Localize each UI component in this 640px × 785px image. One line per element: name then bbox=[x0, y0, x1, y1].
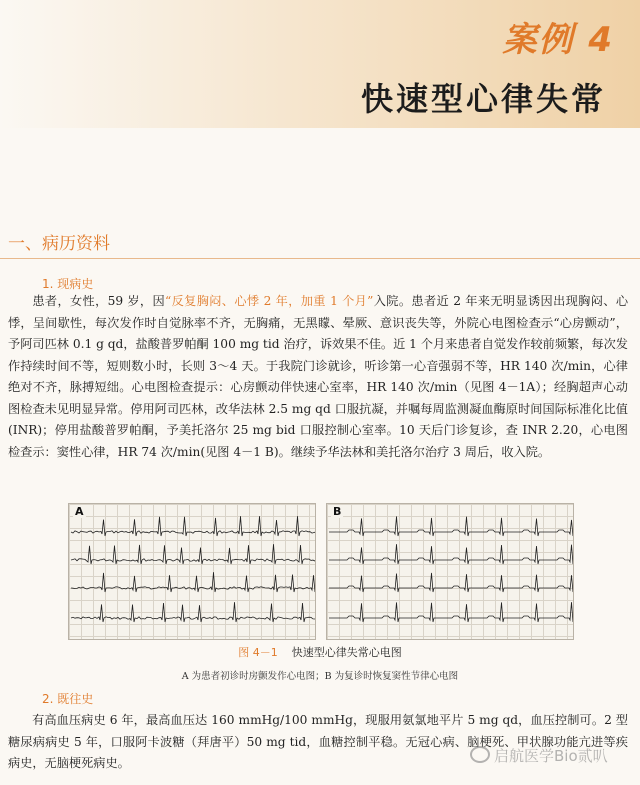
chief-complaint: “反复胸闷、心悸 2 年，加重 1 个月” bbox=[165, 294, 374, 308]
watermark bbox=[470, 745, 608, 766]
figure-caption bbox=[0, 644, 640, 660]
ecg-trace-b bbox=[327, 504, 573, 639]
wechat-icon bbox=[470, 746, 490, 763]
watermark-text: 启航医学Bio贰叭 bbox=[494, 747, 608, 765]
section-divider bbox=[0, 258, 640, 259]
case-title: 快速型心律失常 bbox=[360, 80, 606, 118]
figure-title: 快速型心律失常心电图 bbox=[291, 646, 402, 659]
figure-note: A 为患者初诊时房颤发作心电图；B 为复诊时恢复窦性节律心电图 bbox=[181, 671, 459, 682]
figure-number: 图 4－1 bbox=[238, 646, 278, 659]
panel-b-label: B bbox=[333, 505, 342, 518]
present-history-paragraph bbox=[8, 291, 628, 463]
case-label: 案例 4 bbox=[502, 20, 614, 60]
ecg-trace-a bbox=[69, 504, 315, 639]
ecg-panel-a bbox=[68, 503, 316, 640]
ecg-panel-b bbox=[326, 503, 574, 640]
past-history-heading: 2. 既往史 bbox=[42, 692, 94, 706]
section-heading: 一、病历资料 bbox=[8, 234, 110, 254]
panel-a-label: A bbox=[75, 505, 84, 518]
present-history-text-after: 入院。患者近 2 年来无明显诱因出现胸闷、心悸，呈间歇性，每次发作时自觉脉率不齐，无胸痛，无黑矇、晕厥、意识丧失等，外院心电图检查示“心房颤动”，予阿司匹林 0.1 g qd，盐酸普罗帕酮 100 mg tid 治疗，诉效果不佳。近 1 个月来患者自觉发作较前频繁，每次发作持续时间不等，短则数小时，长则 3～4 天。于我院门诊就诊，听诊第一心音强弱不等，HR 140 次/min，心律绝对不齐，脉搏短绌。心电图检查提示：心房颤动伴快速心室率，HR 140 次/min（见图 4－1A）；经胸超声心动图检查未见明显异常。停用阿司匹林，改华法林 2.5 mg qd 口服抗凝，并嘱每周监测凝血酶原时间国际标准化比值(INR)；停用盐酸普罗帕酮，予美托洛尔 25 mg bid 口服控制心室率。10 天后门诊复诊，查 INR 2.20，心电图检查示：窦性心律，HR 74 次/min(见图 4－1 B)。继续予华法林和美托洛尔治疗 3 周后，收入院。 bbox=[8, 294, 629, 459]
past-history-text: 有高血压病史 6 年，最高血压达 160 mmHg/100 mmHg，现服用氨氯地平片 5 mg qd，血压控制可。2 型糖尿病病史 5 年，口服阿卡波糖（拜唐平）50 mg tid，血糖控制平稳。无冠心病、脑梗死、甲状腺功能亢进等疾病史，无脑梗死病史。 bbox=[8, 713, 628, 770]
present-history-heading: 1. 现病史 bbox=[42, 277, 94, 291]
present-history-text-before: 患者，女性，59 岁，因 bbox=[32, 294, 166, 308]
